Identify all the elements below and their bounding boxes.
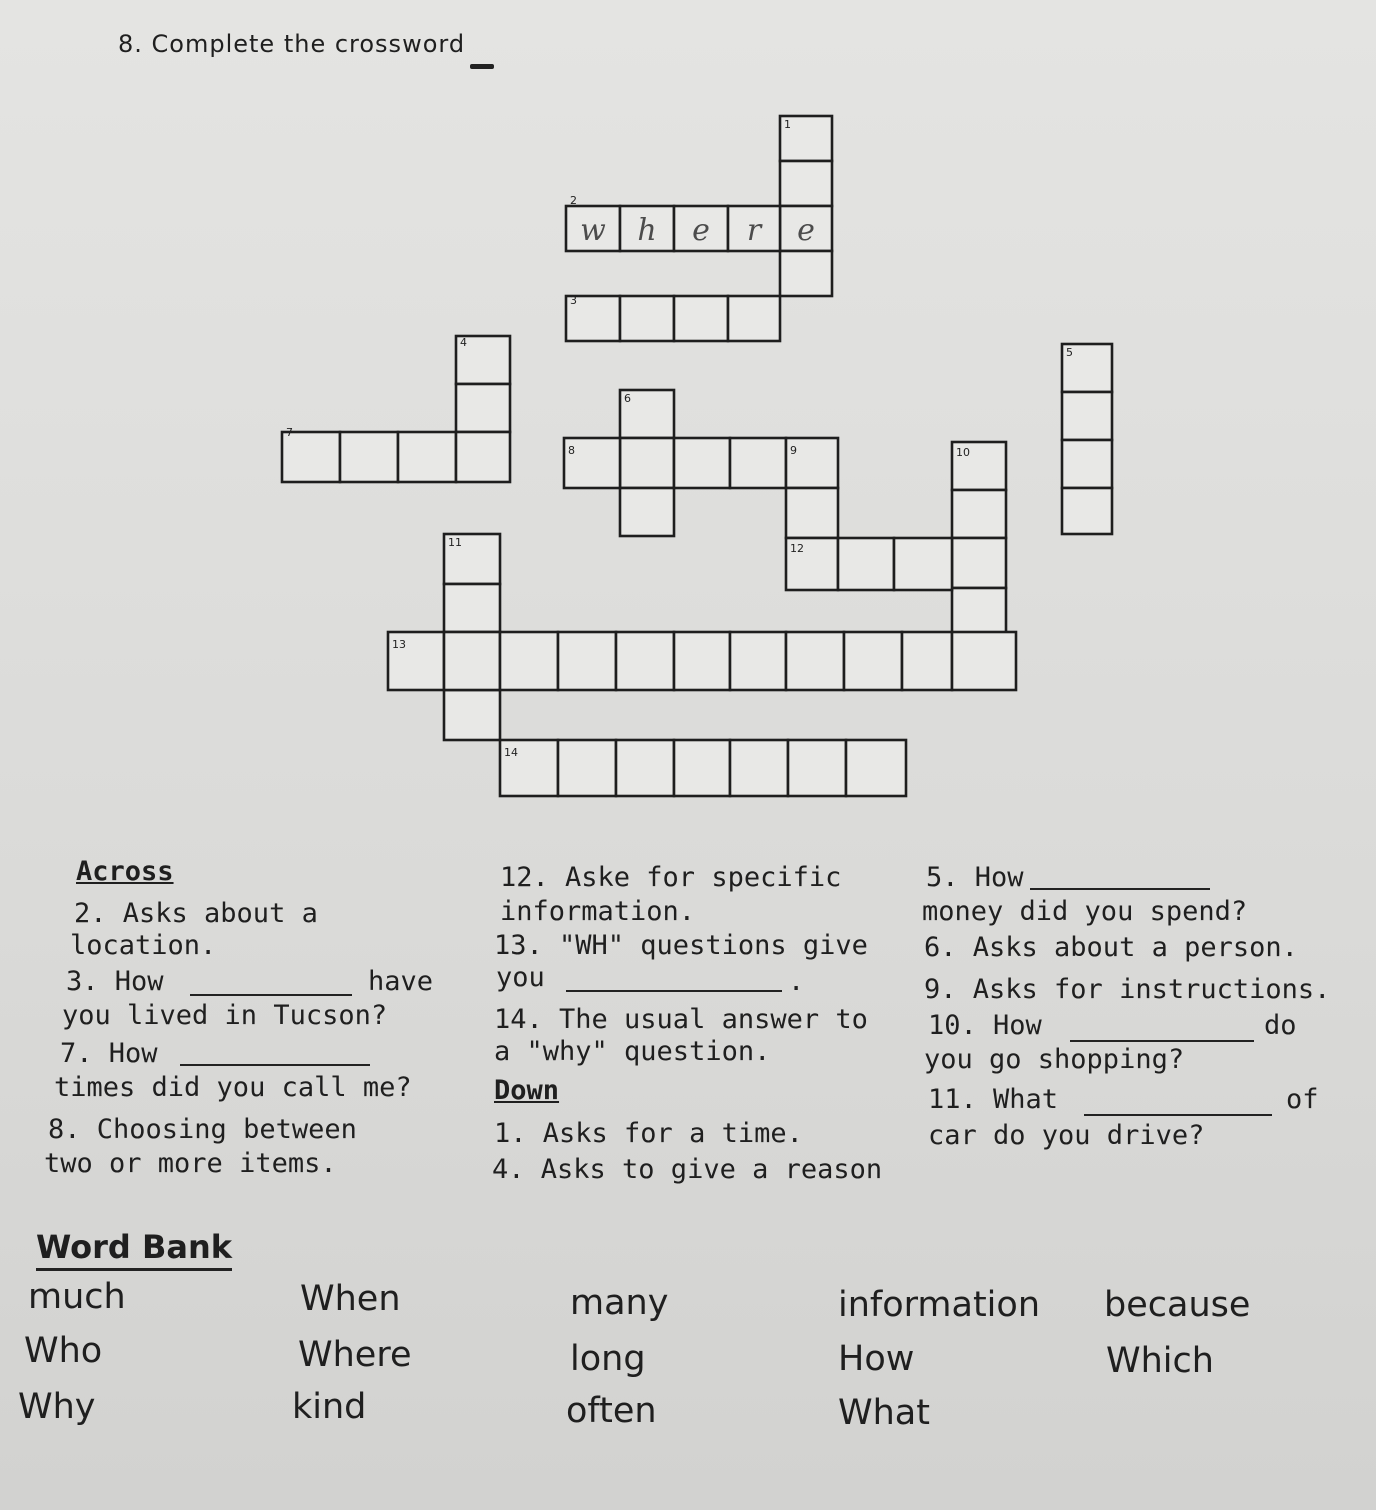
crossword-cell[interactable] (786, 488, 838, 538)
word-bank-item: Which (1106, 1341, 1214, 1381)
clue-text: 8. Choosing between (48, 1114, 357, 1145)
crossword-cell[interactable] (616, 740, 674, 796)
word-bank-item: Who (24, 1331, 103, 1371)
word-bank-item: long (570, 1339, 646, 1379)
crossword-cell[interactable] (674, 740, 730, 796)
crossword-cell[interactable] (620, 488, 674, 536)
answer-blank[interactable] (1030, 888, 1210, 890)
crossword-cell[interactable] (1062, 440, 1112, 488)
answer-blank[interactable] (1070, 1040, 1254, 1042)
clue-text: a "why" question. (494, 1036, 771, 1067)
handwritten-letter: e (797, 213, 815, 248)
crossword-cell[interactable] (558, 632, 616, 690)
clue-number-12: 12 (790, 542, 804, 555)
crossword-cell[interactable] (846, 740, 906, 796)
crossword-cell[interactable] (456, 384, 510, 432)
clue-text: 11. What (928, 1084, 1059, 1115)
word-bank-item: When (300, 1279, 401, 1319)
clue-number-3: 3 (570, 294, 577, 307)
clue-number-14: 14 (504, 746, 518, 759)
clue-text: 10. How (928, 1010, 1042, 1041)
word-bank-item: kind (292, 1387, 367, 1427)
clue-text: have (368, 966, 434, 997)
clue-text: information. (500, 896, 696, 927)
clue-text: times did you call me? (54, 1072, 412, 1103)
handwritten-letter: h (637, 213, 657, 248)
crossword-cell[interactable] (952, 632, 1016, 690)
crossword-cell[interactable] (728, 296, 780, 341)
crossword-cell[interactable] (952, 538, 1006, 588)
crossword-cell[interactable] (558, 740, 616, 796)
crossword-cell[interactable] (1062, 392, 1112, 440)
clue-text: 7. How (60, 1038, 158, 1069)
answer-blank[interactable] (180, 1064, 370, 1066)
crossword-cell[interactable] (902, 632, 952, 690)
exercise-title: 8. Complete the crossword (118, 30, 466, 58)
clue-text: 4. Asks to give a reason (492, 1154, 883, 1185)
word-bank-item: because (1104, 1285, 1251, 1325)
clue-number-9: 9 (790, 444, 797, 457)
clue-text: car do you drive? (928, 1120, 1205, 1151)
word-bank-item: information (838, 1285, 1041, 1325)
crossword-cell[interactable] (444, 584, 500, 632)
crossword-cell[interactable] (780, 251, 832, 296)
crossword-cell[interactable] (398, 432, 456, 482)
clue-text: 13. "WH" questions give (494, 930, 868, 961)
crossword-cell[interactable] (786, 632, 844, 690)
clue-number-5: 5 (1066, 346, 1073, 359)
clue-text: 1. Asks for a time. (494, 1118, 803, 1149)
clue-number-6: 6 (624, 392, 631, 405)
crossword-cell[interactable] (838, 538, 894, 590)
clue-text: 12. Aske for specific (500, 862, 842, 893)
handwritten-letter: e (692, 213, 710, 248)
word-bank-item: many (570, 1283, 669, 1323)
crossword-cell[interactable] (844, 632, 902, 690)
answer-blank[interactable] (566, 990, 782, 992)
crossword-cell[interactable] (1062, 488, 1112, 534)
crossword-cell[interactable] (282, 432, 340, 482)
word-bank-item: Where (298, 1335, 412, 1375)
crossword-cell[interactable] (444, 690, 500, 740)
crossword-cell[interactable] (894, 538, 952, 590)
clue-text: . (788, 966, 805, 997)
clue-text: you lived in Tucson? (62, 1000, 388, 1031)
clue-text: 3. How (66, 966, 164, 997)
clue-text: 14. The usual answer to (494, 1004, 868, 1035)
clue-text: you (496, 962, 545, 993)
crossword-cell[interactable] (444, 632, 500, 690)
clue-text: money did you spend? (922, 896, 1248, 927)
handwritten-letter: w (580, 213, 606, 248)
clue-number-10: 10 (956, 446, 970, 459)
clue-number-13: 13 (392, 638, 406, 651)
clue-number-2: 2 (570, 194, 577, 207)
clue-text: 2. Asks about a (74, 898, 318, 929)
clue-text: do (1264, 1010, 1297, 1041)
clue-number-11: 11 (448, 536, 462, 549)
crossword-cell[interactable] (616, 632, 674, 690)
crossword-cell[interactable] (340, 432, 398, 482)
crossword-cell[interactable] (780, 161, 832, 206)
answer-blank[interactable] (190, 994, 352, 996)
word-bank-item: much (28, 1277, 126, 1317)
clue-text: two or more items. (44, 1148, 337, 1179)
clue-number-4: 4 (460, 336, 467, 349)
down-heading: Down (494, 1075, 560, 1106)
crossword-cell[interactable] (674, 296, 728, 341)
handwritten-letter: r (746, 213, 762, 248)
clue-number-1: 1 (784, 118, 791, 131)
clue-text: you go shopping? (924, 1044, 1185, 1075)
across-heading: Across (76, 856, 174, 887)
clue-text: of (1286, 1084, 1319, 1115)
clue-text: location. (70, 930, 217, 961)
crossword-cell[interactable] (674, 632, 730, 690)
word-bank-item: Why (18, 1387, 96, 1427)
crossword-cell[interactable] (620, 438, 674, 488)
clue-text: 6. Asks about a person. (924, 932, 1298, 963)
word-bank-item: What (838, 1393, 930, 1433)
answer-blank[interactable] (1084, 1114, 1272, 1116)
word-bank-title: Word Bank (36, 1228, 232, 1271)
crossword-cell[interactable] (730, 740, 788, 796)
word-bank-item: often (566, 1391, 657, 1431)
crossword-cell[interactable] (788, 740, 846, 796)
clue-number-8: 8 (568, 444, 575, 457)
word-bank-item: How (838, 1339, 915, 1379)
crossword-cell[interactable] (620, 296, 674, 341)
crossword-cell[interactable] (674, 438, 730, 488)
crossword-cell[interactable] (730, 438, 786, 488)
clue-number-7: 7 (286, 426, 293, 439)
clue-text: 5. How (926, 862, 1024, 893)
crossword-cell[interactable] (500, 632, 558, 690)
crossword-cell[interactable] (952, 490, 1006, 538)
crossword-cell[interactable] (456, 432, 510, 482)
crossword-cell[interactable] (730, 632, 786, 690)
clue-text: 9. Asks for instructions. (924, 974, 1331, 1005)
